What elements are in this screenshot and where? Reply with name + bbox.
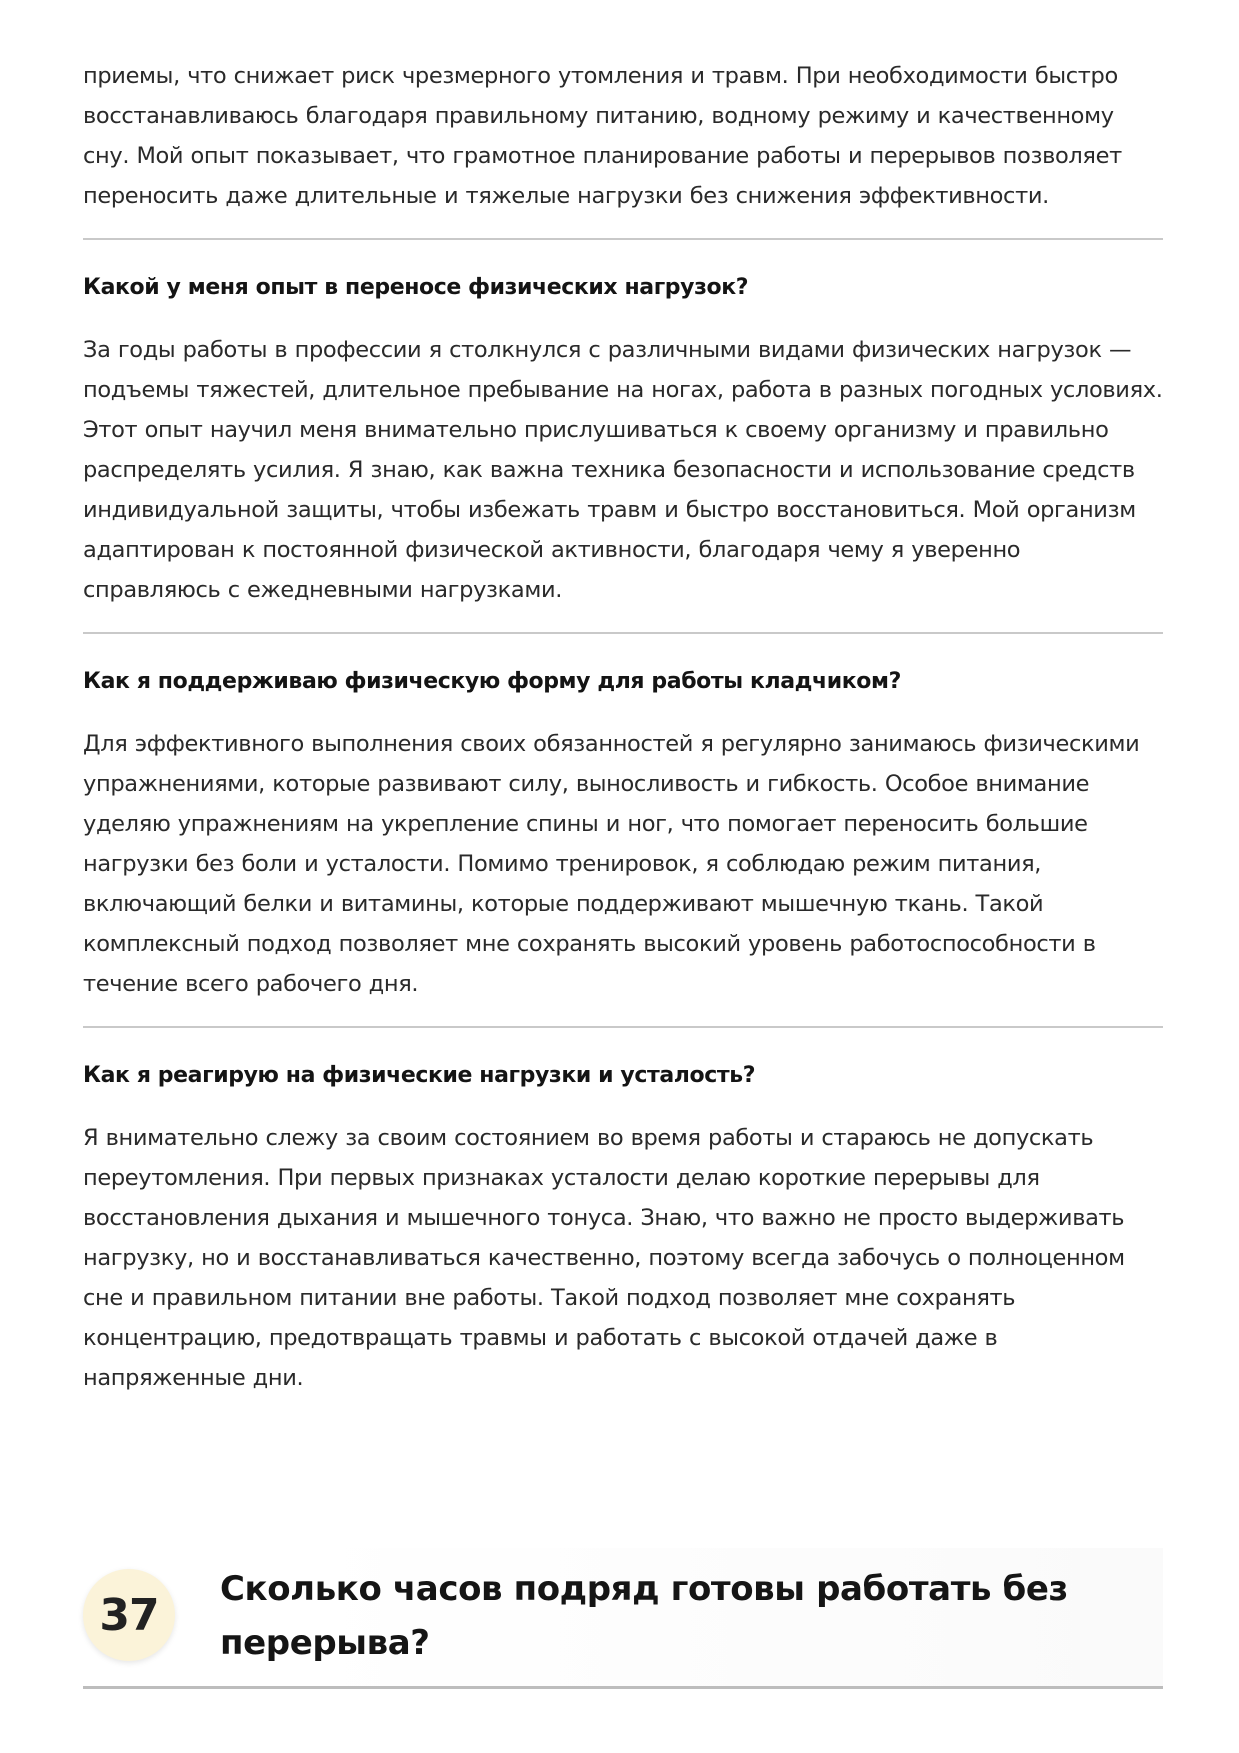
qa-block-experience <box>83 272 1163 610</box>
subquestion-heading: Как я поддерживаю физическую форму для работы кладчиком? <box>83 669 901 694</box>
answer-paragraph: Я внимательно слежу за своим состоянием во время работы и стараюсь не допускать переутомления. При первых признаках усталости делаю короткие перерывы для восстановления дыхания и мышечного тонуса. Знаю, что важно не просто выдерживать нагрузку, но и восстанавливаться качественно, поэтому всегда забочусь о полноценном сне и правильном питании вне работы. Такой подход позволяет мне сохранять концентрацию, предотвращать травмы и работать с высокой отдачей даже в напряженные дни. <box>83 1125 1125 1391</box>
section-divider <box>83 632 1163 634</box>
question-number-badge: 37 <box>83 1569 175 1661</box>
question-title: Сколько часов подряд готовы работать без перерыва? <box>220 1569 1068 1663</box>
question-header <box>83 1548 1163 1689</box>
qa-block-fitness <box>83 666 1163 1004</box>
intro-paragraph: приемы, что снижает риск чрезмерного утомления и травм. При необходимости быстро восстанавливаюсь благодаря правильному питанию, водному режиму и качественному сну. Мой опыт показывает, что грамотное планирование работы и перерывов позволяет переносить даже длительные и тяжелые нагрузки без снижения эффективности. <box>83 63 1122 209</box>
subquestion-heading: Какой у меня опыт в переносе физических нагрузок? <box>83 275 749 300</box>
section-divider <box>83 238 1163 240</box>
section-divider <box>83 1026 1163 1028</box>
document-page <box>83 56 1163 1398</box>
answer-paragraph: Для эффективного выполнения своих обязанностей я регулярно занимаюсь физическими упражнениями, которые развивают силу, выносливость и гибкость. Особое внимание уделяю упражнениям на укрепление спины и ног, что помогает переносить большие нагрузки без боли и усталости. Помимо тренировок, я соблюдаю режим питания, включающий белки и витамины, которые поддерживают мышечную ткань. Такой комплексный подход позволяет мне сохранять высокий уровень работоспособности в течение всего рабочего дня. <box>83 731 1140 997</box>
subquestion-heading: Как я реагирую на физические нагрузки и усталость? <box>83 1063 756 1088</box>
qa-block-fatigue <box>83 1060 1163 1398</box>
answer-paragraph: За годы работы в профессии я столкнулся с различными видами физических нагрузок — подъемы тяжестей, длительное пребывание на ногах, работа в разных погодных условиях. Этот опыт научил меня внимательно прислушиваться к своему организму и правильно распределять усилия. Я знаю, как важна техника безопасности и использование средств индивидуальной защиты, чтобы избежать травм и быстро восстановиться. Мой организм адаптирован к постоянной физической активности, благодаря чему я уверенно справляюсь с ежедневными нагрузками. <box>83 337 1163 603</box>
